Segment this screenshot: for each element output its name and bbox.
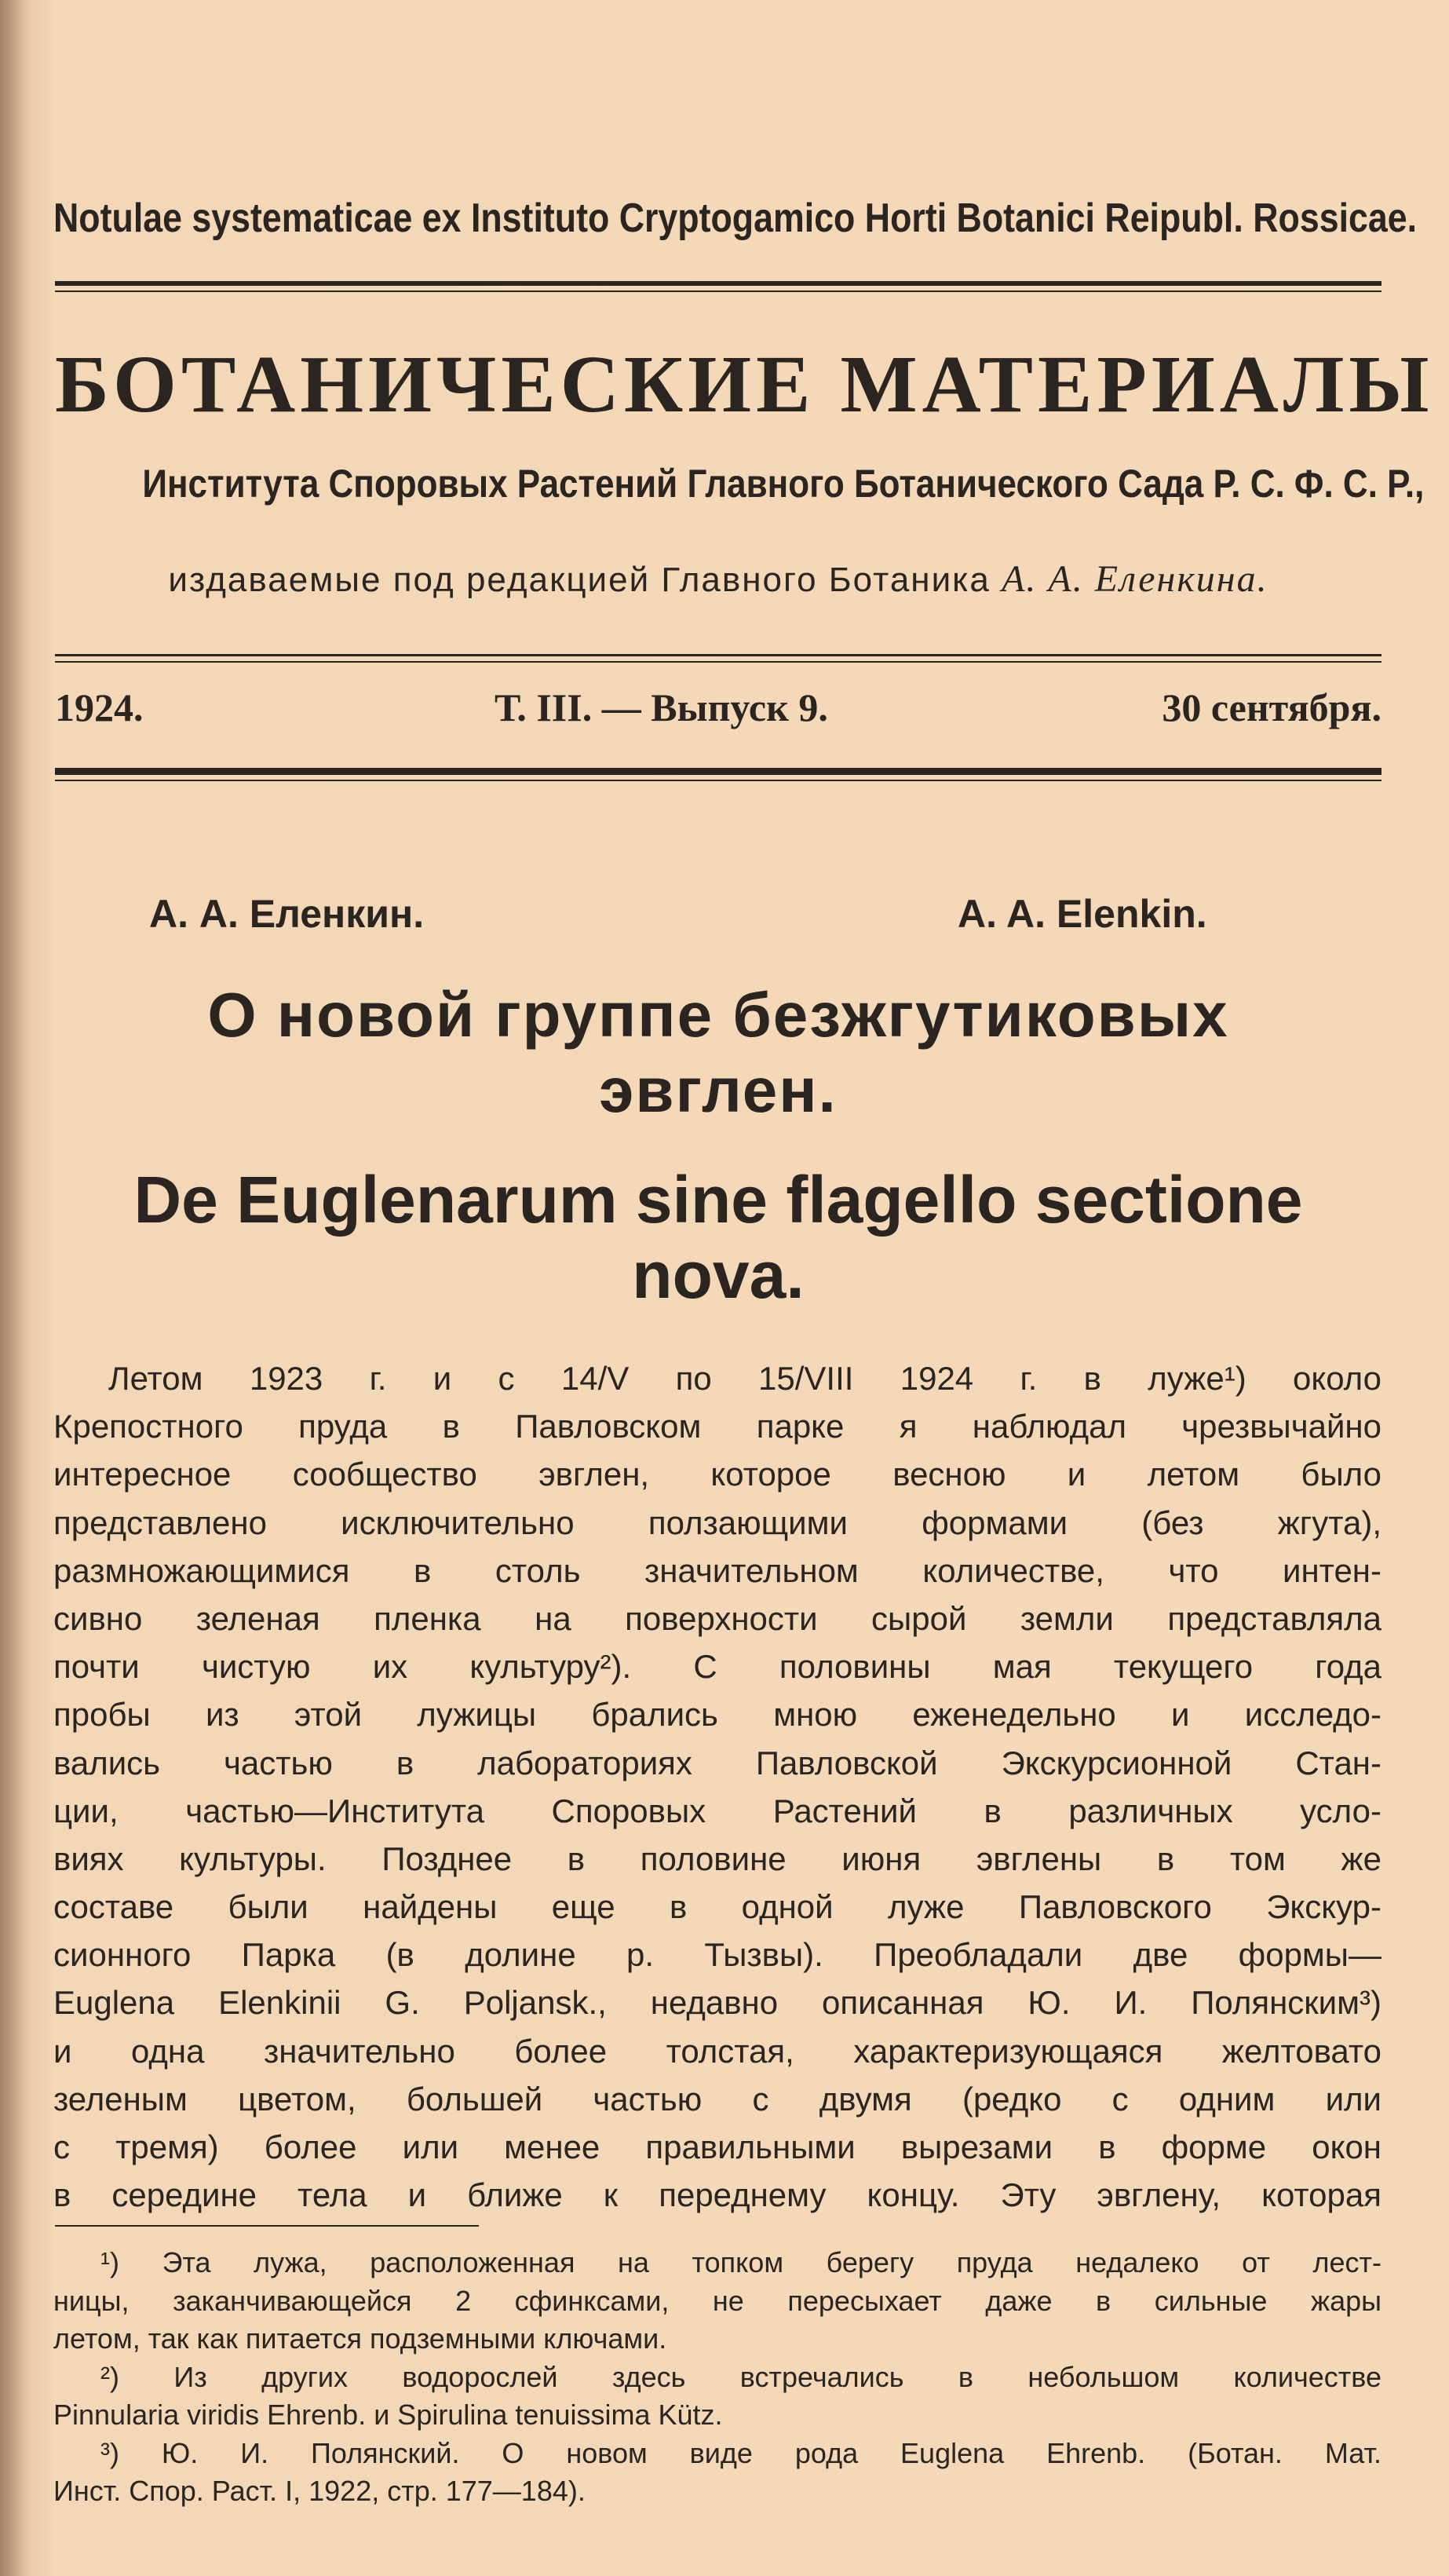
footnote-line: ¹) Эта лужа, расположенная на топком берегу пруда недалеко от лест- [100, 2246, 1381, 2278]
editor-name: А. А. Еленкина. [1002, 558, 1268, 600]
article-title-latin [55, 1162, 1381, 1313]
title-ru-line-2: эвглен. [599, 1055, 838, 1125]
body-line: представлено исключительно ползающими формами (без жгута), [53, 1504, 1381, 1541]
author-latin: A. A. Elenkin. [958, 892, 1207, 936]
issue-rule-bottom-thin [55, 780, 1381, 781]
body-line: вались частью в лабораториях Павловской Экскурсионной Стан- [53, 1744, 1381, 1781]
spine-shadow [0, 0, 31, 2576]
journal-editor-line [55, 557, 1381, 601]
header-rule-thick [55, 281, 1381, 286]
title-lat-line-2: nova. [632, 1238, 805, 1312]
body-line: интересное сообщество эвглен, которое весною и летом было [53, 1456, 1381, 1493]
body-line: и одна значительно более толстая, характеризующаяся желтовато [53, 2032, 1381, 2070]
title-lat-line-1: De Euglenarum sine flagello sectione [133, 1163, 1303, 1237]
journal-subtitle [55, 461, 1425, 506]
issue-info [55, 685, 1381, 732]
journal-title: БОТАНИЧЕСКИЕ МАТЕРИАЛЫ [55, 339, 1434, 429]
body-line: Летом 1923 г. и с 14/V по 15/VIII 1924 г. в луже¹) около [108, 1360, 1381, 1397]
footnotes [53, 2244, 1381, 2511]
body-line: ции, частью—Института Споровых Растений в различных усло- [53, 1792, 1381, 1829]
body-line: составе были найдены еще в одной луже Павловского Экскур- [53, 1888, 1381, 1926]
body-line: зеленым цветом, большей частью с двумя (редко с одним или [53, 2080, 1381, 2117]
issue-rule-top-1 [55, 654, 1381, 656]
body-line: в середине тела и ближе к переднему концу. Эту эвглену, которая [53, 2176, 1381, 2214]
issue-rule-bottom-thick [55, 768, 1381, 775]
body-line: сивно зеленая пленка на поверхности сырой земли представляла [53, 1599, 1381, 1637]
latin-series-title: Notulae systematicae ex Instituto Cryptogamico Horti Botanici Reipubl. Rossicae. [53, 195, 1418, 241]
footnote-line: ницы, заканчивающейся 2 сфинксами, не пересыхает даже в сильные жары [53, 2284, 1381, 2317]
issue-date: 30 сентября. [1162, 685, 1381, 729]
footnote-rule [55, 2225, 479, 2227]
body-line: почти чистую их культуру²). С половины мая текущего года [53, 1648, 1381, 1686]
body-line: с тремя) более или менее правильными вырезами в форме окон [53, 2128, 1381, 2165]
body-line: размножающимися в столь значительном количестве, что интен- [53, 1551, 1381, 1589]
body-line: сионного Парка (в долине р. Тызвы). Преобладали две формы— [53, 1936, 1381, 1974]
body-line: виях культуры. Позднее в половине июня эвглены в том же [53, 1840, 1381, 1877]
issue-volume: Т. III. — Выпуск 9. [495, 685, 828, 729]
journal-subtitle-text: Института Споровых Растений Главного Ботанического Сада Р. С. Ф. С. Р., [142, 462, 1425, 506]
footnote-line: летом, так как питается подземными ключами. [53, 2322, 667, 2355]
body-line: Крепостного пруда в Павловском парке я наблюдал чрезвычайно [53, 1408, 1381, 1445]
title-ru-line-1: О новой группе безжгутиковых [207, 980, 1229, 1050]
footnote-line: ³) Ю. И. Полянский. О новом виде рода Euglena Ehrenb. (Ботан. Мат. [100, 2436, 1381, 2469]
article-body [53, 1354, 1381, 2219]
footnote-line: Pinnularia viridis Ehrenb. и Spirulina tenuissima Kütz. [53, 2399, 723, 2431]
issue-year: 1924. [55, 685, 144, 729]
article-title-russian [55, 977, 1381, 1128]
footnote-line: ²) Из других водорослей здесь встречались в небольшом количестве [100, 2360, 1381, 2393]
author-russian: А. А. Еленкин. [149, 892, 425, 936]
body-line: Euglena Elenkinii G. Poljansk., недавно описанная Ю. И. Полянским³) [53, 1984, 1381, 2022]
footnote-line: Инст. Спор. Раст. I, 1922, стр. 177—184). [53, 2475, 586, 2507]
body-line: пробы из этой лужицы брались мною еженедельно и исследо- [53, 1696, 1381, 1734]
header-rule-thin [55, 290, 1381, 292]
editor-prefix: издаваемые под редакцией Главного Ботаника [168, 561, 1002, 599]
issue-rule-top-2 [55, 661, 1381, 663]
